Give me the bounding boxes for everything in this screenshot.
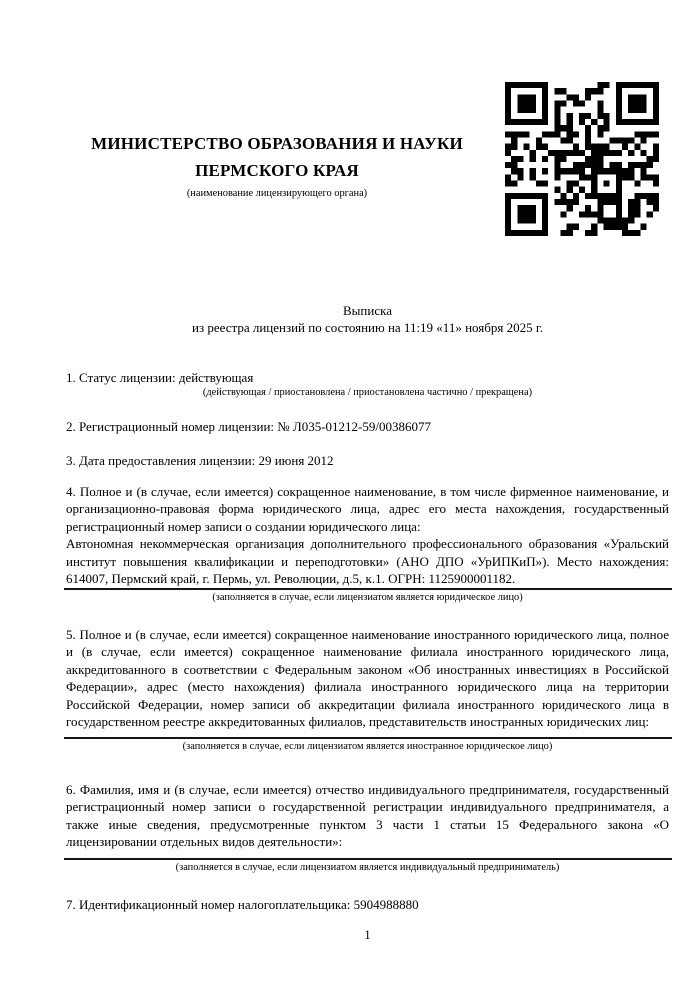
- item-4-legal-entity: [66, 483, 669, 587]
- document-title: Выписка: [343, 303, 392, 318]
- divider-line: [64, 858, 672, 860]
- ministry-name-line2: ПЕРМСКОГО КРАЯ: [195, 161, 359, 180]
- item-6-entrepreneur: [66, 781, 669, 851]
- document-subtitle: из реестра лицензий по состоянию на 11:19 «11» ноября 2025 г.: [192, 320, 543, 336]
- divider-line: [64, 737, 672, 739]
- item-3-grant-date: 3. Дата предоставления лицензии: 29 июня 2012: [66, 453, 334, 468]
- qr-code-icon: [505, 82, 659, 236]
- item-2-registration-number: 2. Регистрационный номер лицензии: № Л035-01212-59/00386077: [66, 419, 432, 434]
- document-title-block: [66, 302, 669, 337]
- ministry-caption: (наименование лицензирующего органа): [186, 188, 368, 199]
- item-5-label: 5. Полное и (в случае, если имеется) сокращенное наименование иностранного юридического лица, полное и (в случае, если имеется) сокращенное наименование филиала иностранного юридического лица, аккредитованного в соответствии с Федеральным законом «Об иностранных инвестициях в Российской Федерации», адрес (место нахождения) филиала иностранного юридического лица на территории Российской Федерации, номер записи об аккредитации филиала иностранного юридического лица в государственном реестре аккредитованных филиалов, представительств иностранных юридических лиц:: [66, 627, 669, 730]
- licensing-authority-header: [52, 130, 502, 200]
- item-4-label: 4. Полное и (в случае, если имеется) сокращенное наименование, в том числе фирменное наименование, и организационно-правовая форма юридического лица, адрес его места нахождения, государственный регистрационный номер записи о создании юридического лица:: [66, 484, 669, 534]
- item-7-taxpayer-id: 7. Идентификационный номер налогоплательщика: 5904988880: [66, 897, 419, 912]
- item-1-status-options-caption: (действующая / приостановлена / приостановлена частично / прекращена): [202, 387, 533, 398]
- item-4-fill-caption: (заполняется в случае, если лицензиатом является юридическое лицо): [212, 592, 523, 603]
- divider-line: [64, 588, 672, 590]
- item-4-value: Автономная некоммерческая организация дополнительного профессионального образования «Уральский институт повышения квалификации и переподготовки» (АНО ДПО «УрИПКиП»). Место нахождения: 614007, Пермский край, г. Пермь, ул. Революции, д.5, к.1. ОГРН: 1125900001182.: [66, 536, 669, 587]
- qr-code-image: [505, 82, 659, 236]
- item-5-foreign-entity: [66, 626, 669, 730]
- item-6-label: 6. Фамилия, имя и (в случае, если имеется) отчество индивидуального предпринимателя, государственный регистрационный номер записи о государственной регистрации индивидуального предпринимателя, а также иные сведения, предусмотренные пунктом 3 части 1 статьи 15 Федерального закона «О лицензировании отдельных видов деятельности»:: [66, 782, 669, 850]
- item-1-license-status: 1. Статус лицензии: действующая: [66, 370, 254, 385]
- ministry-name-line1: МИНИСТЕРСТВО ОБРАЗОВАНИЯ И НАУКИ: [91, 134, 463, 153]
- page-number: 1: [364, 928, 371, 942]
- item-5-fill-caption: (заполняется в случае, если лицензиатом является иностранное юридическое лицо): [182, 741, 553, 752]
- item-6-fill-caption: (заполняется в случае, если лицензиатом является индивидуальный предприниматель): [175, 862, 560, 873]
